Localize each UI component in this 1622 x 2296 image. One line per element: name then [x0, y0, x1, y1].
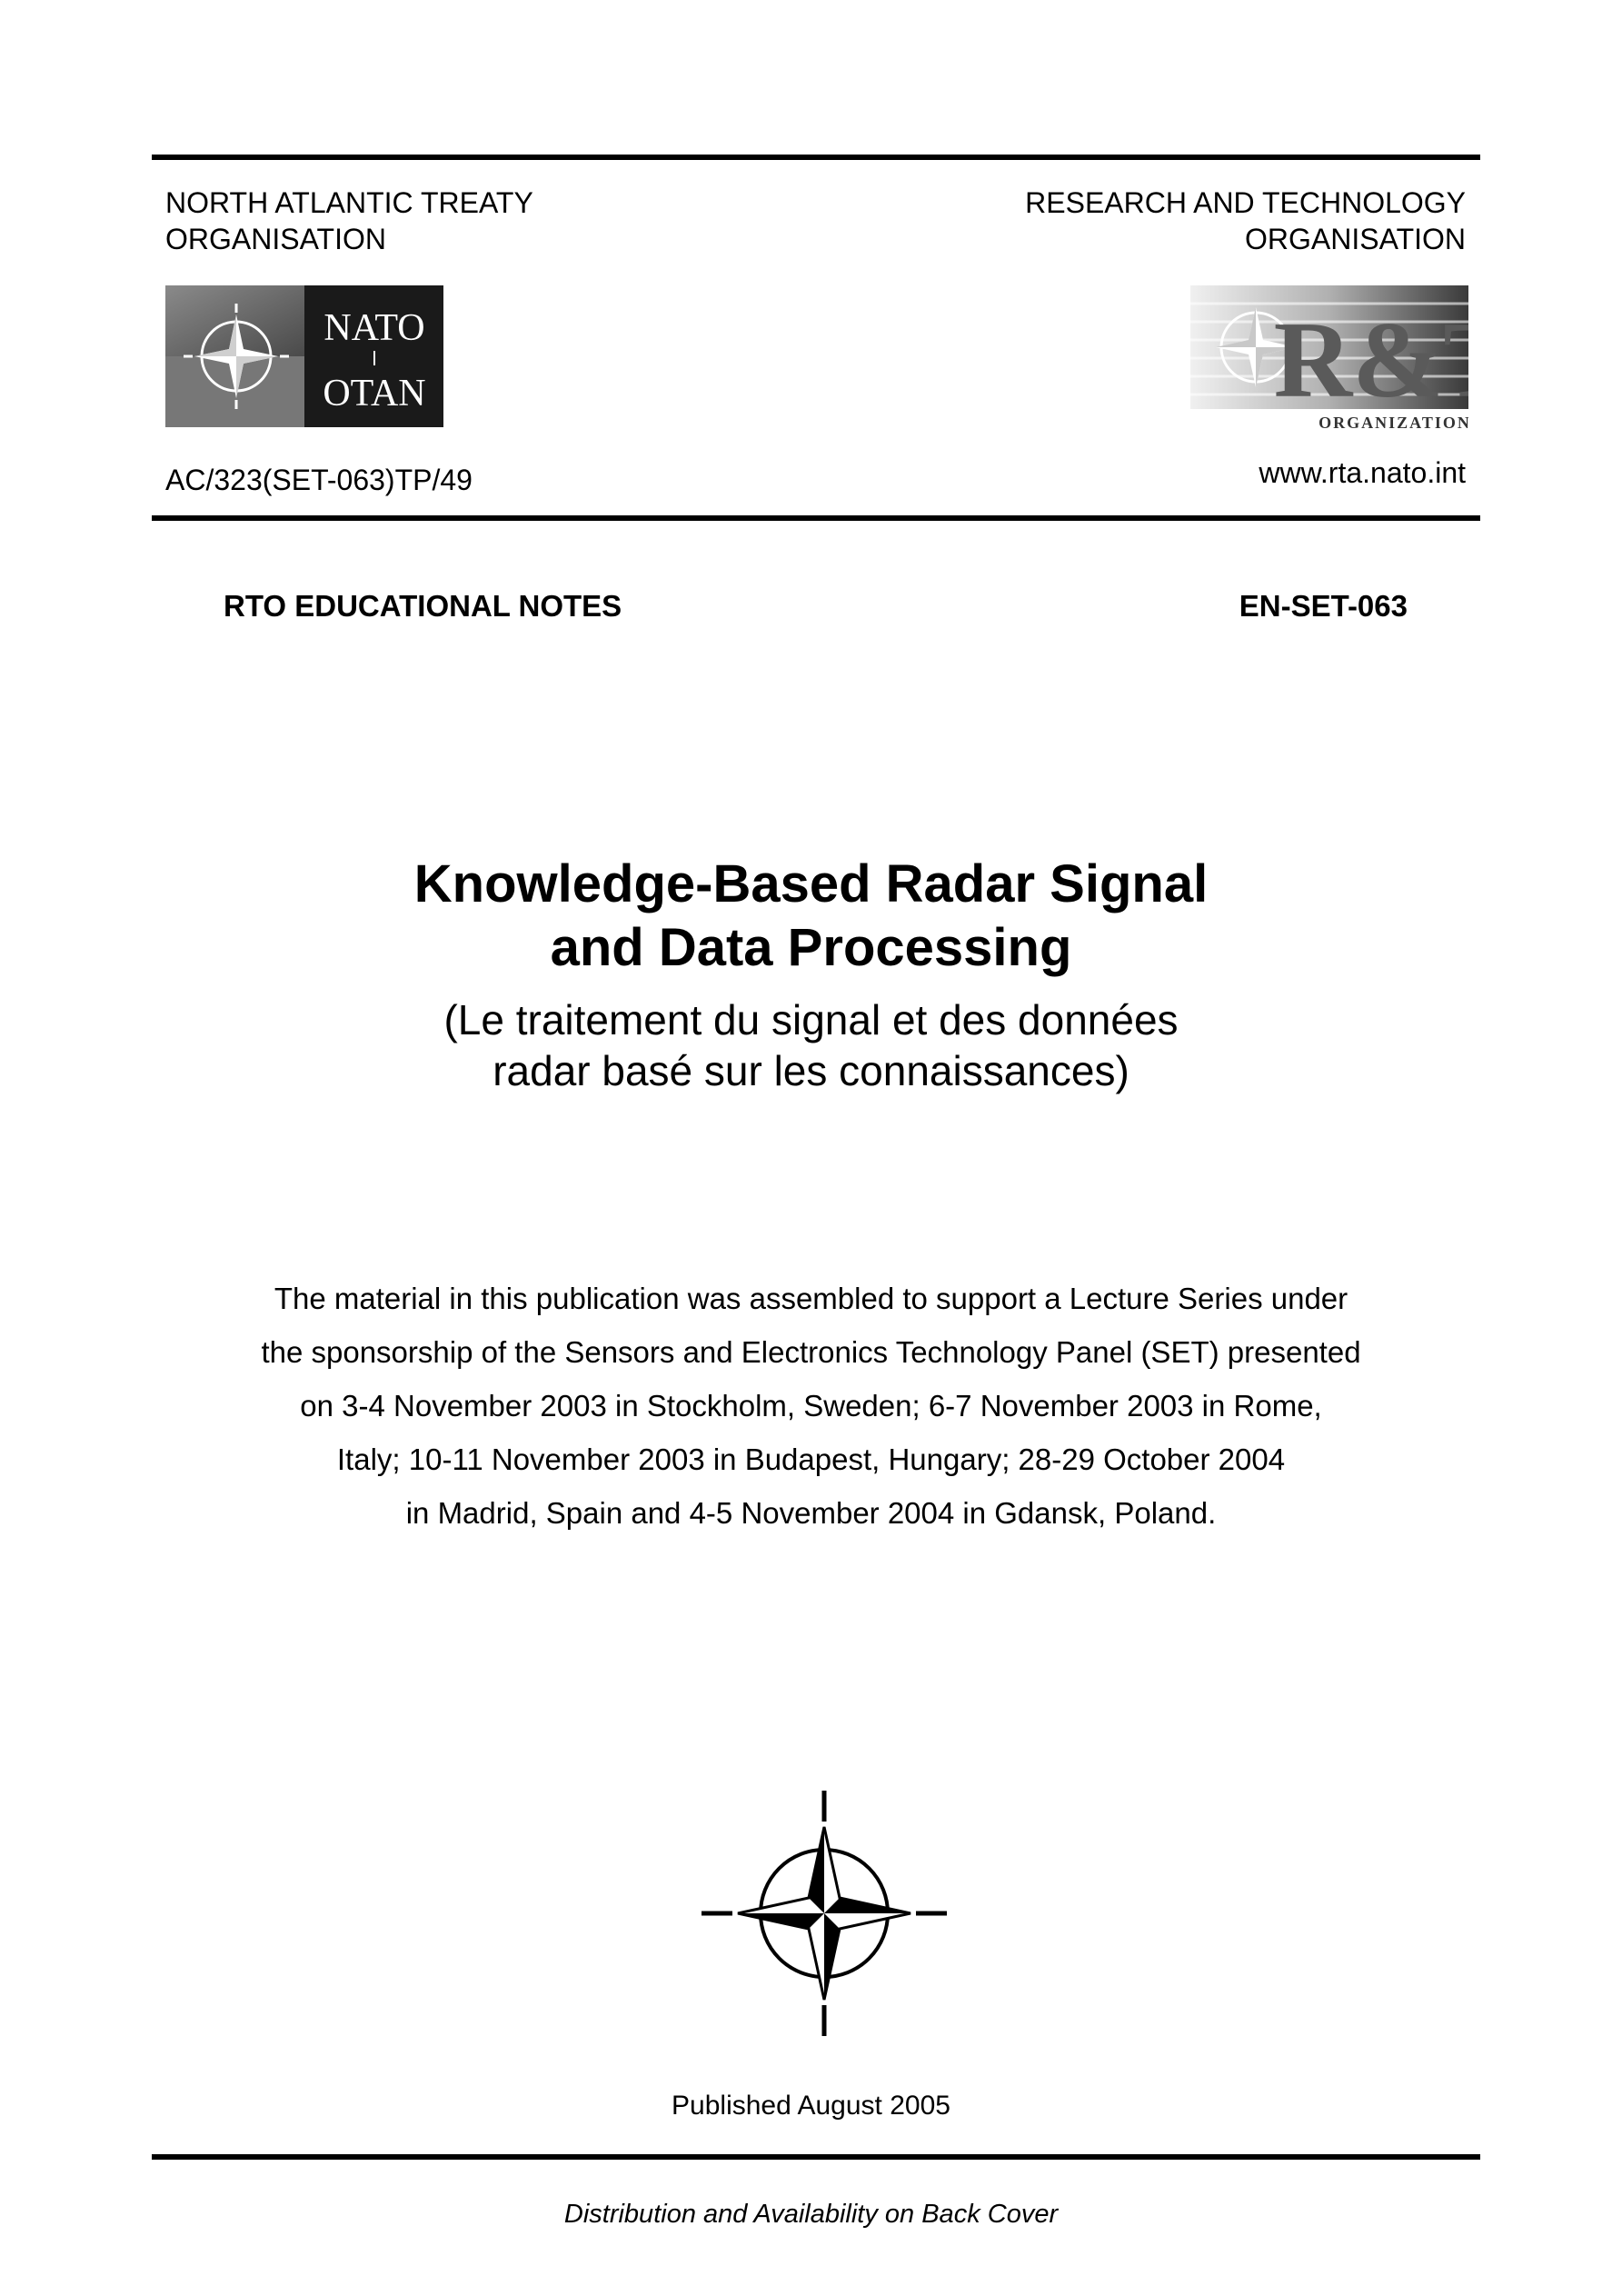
description-line: on 3-4 November 2003 in Stockholm, Sweden; 6-7 November 2003 in Rome,	[300, 1389, 1322, 1423]
nato-logo-text-bottom: OTAN	[323, 373, 426, 414]
reference-number: AC/323(SET-063)TP/49	[165, 464, 473, 496]
rt-logo-letters: R&	[1273, 299, 1444, 420]
title-line2: and Data Processing	[550, 918, 1072, 977]
description-line: The material in this publication was assembled to support a Lecture Series under	[274, 1282, 1348, 1315]
page-title	[0, 853, 1622, 980]
series-code: EN-SET-063	[1239, 589, 1408, 623]
description-line: the sponsorship of the Sensors and Electronics Technology Panel (SET) presented	[261, 1335, 1361, 1369]
footer-note: Distribution and Availability on Back Cover	[563, 2200, 1059, 2229]
title-line1: Knowledge-Based Radar Signal	[413, 854, 1209, 913]
rt-logo-caption: ORGANIZATION	[1318, 414, 1468, 432]
right-org-line2: ORGANISATION	[1245, 223, 1466, 255]
left-org-name	[165, 185, 533, 257]
top-rule	[152, 155, 1480, 160]
french-title	[0, 994, 1622, 1096]
description-line: Italy; 10-11 November 2003 in Budapest, Hungary; 28-29 October 2004	[336, 1442, 1286, 1476]
right-org-line1: RESEARCH AND TECHNOLOGY	[1025, 186, 1466, 219]
right-org-name	[1025, 185, 1466, 257]
french-title-line2: radar basé sur les connaissances)	[493, 1047, 1129, 1094]
rt-organization-logo-icon	[1190, 285, 1468, 433]
french-title-line1: (Le traitement du signal et des données	[443, 996, 1179, 1043]
website-link[interactable]: www.rta.nato.int	[1259, 456, 1466, 489]
nato-logo-text-top: NATO	[323, 307, 425, 349]
left-org-line1: NORTH ATLANTIC TREATY	[165, 186, 533, 219]
header-bottom-rule	[152, 515, 1480, 521]
nato-otan-logo-icon	[165, 285, 443, 427]
left-org-line2: ORGANISATION	[165, 223, 386, 255]
nato-compass-star-icon	[702, 1791, 947, 2036]
description-line: in Madrid, Spain and 4-5 November 2004 in Gdansk, Poland.	[405, 1496, 1217, 1530]
published-date: Published August 2005	[672, 2091, 950, 2121]
footer-rule	[152, 2154, 1480, 2160]
description	[0, 1272, 1622, 1540]
series-label: RTO EDUCATIONAL NOTES	[224, 589, 622, 623]
